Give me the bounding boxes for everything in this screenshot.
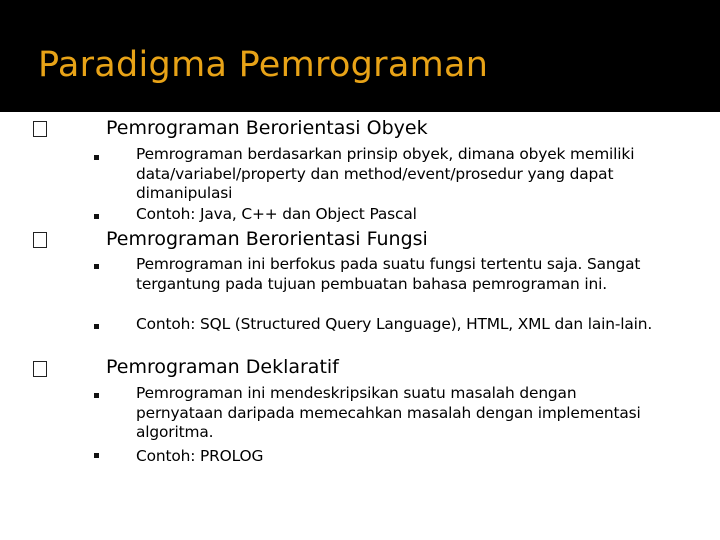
section-heading: Pemrograman Berorientasi Obyek [106, 117, 428, 139]
section-point: Pemrograman berdasarkan prinsip obyek, dimana obyek memiliki data/variabel/property dan method/event/prosedur yang dapat dimanipulasi [136, 145, 635, 202]
square-bullet-icon [94, 324, 99, 329]
square-bullet-icon [94, 453, 99, 458]
box-bullet-icon [33, 121, 47, 137]
slide-title: Paradigma Pemrograman [38, 45, 489, 85]
square-bullet-icon [94, 264, 99, 269]
square-bullet-icon [94, 214, 99, 219]
box-bullet-icon [33, 361, 47, 377]
section-heading: Pemrograman Deklaratif [106, 356, 339, 378]
square-bullet-icon [94, 155, 99, 160]
section-point: Contoh: PROLOG [136, 447, 264, 465]
section-point: Pemrograman ini mendeskripsikan suatu masalah dengan pernyataan daripada memecahkan masalah dengan implementasi algoritma. [136, 384, 641, 441]
section-point: Contoh: Java, C++ dan Object Pascal [136, 205, 417, 223]
section-point: Contoh: SQL (Structured Query Language), HTML, XML dan lain-lain. [136, 315, 653, 333]
section-point: Pemrograman ini berfokus pada suatu fungsi tertentu saja. Sangat tergantung pada tujuan pembuatan bahasa pemrograman ini. [136, 255, 641, 293]
square-bullet-icon [94, 393, 99, 398]
box-bullet-icon [33, 232, 47, 248]
section-heading: Pemrograman Berorientasi Fungsi [106, 228, 428, 250]
